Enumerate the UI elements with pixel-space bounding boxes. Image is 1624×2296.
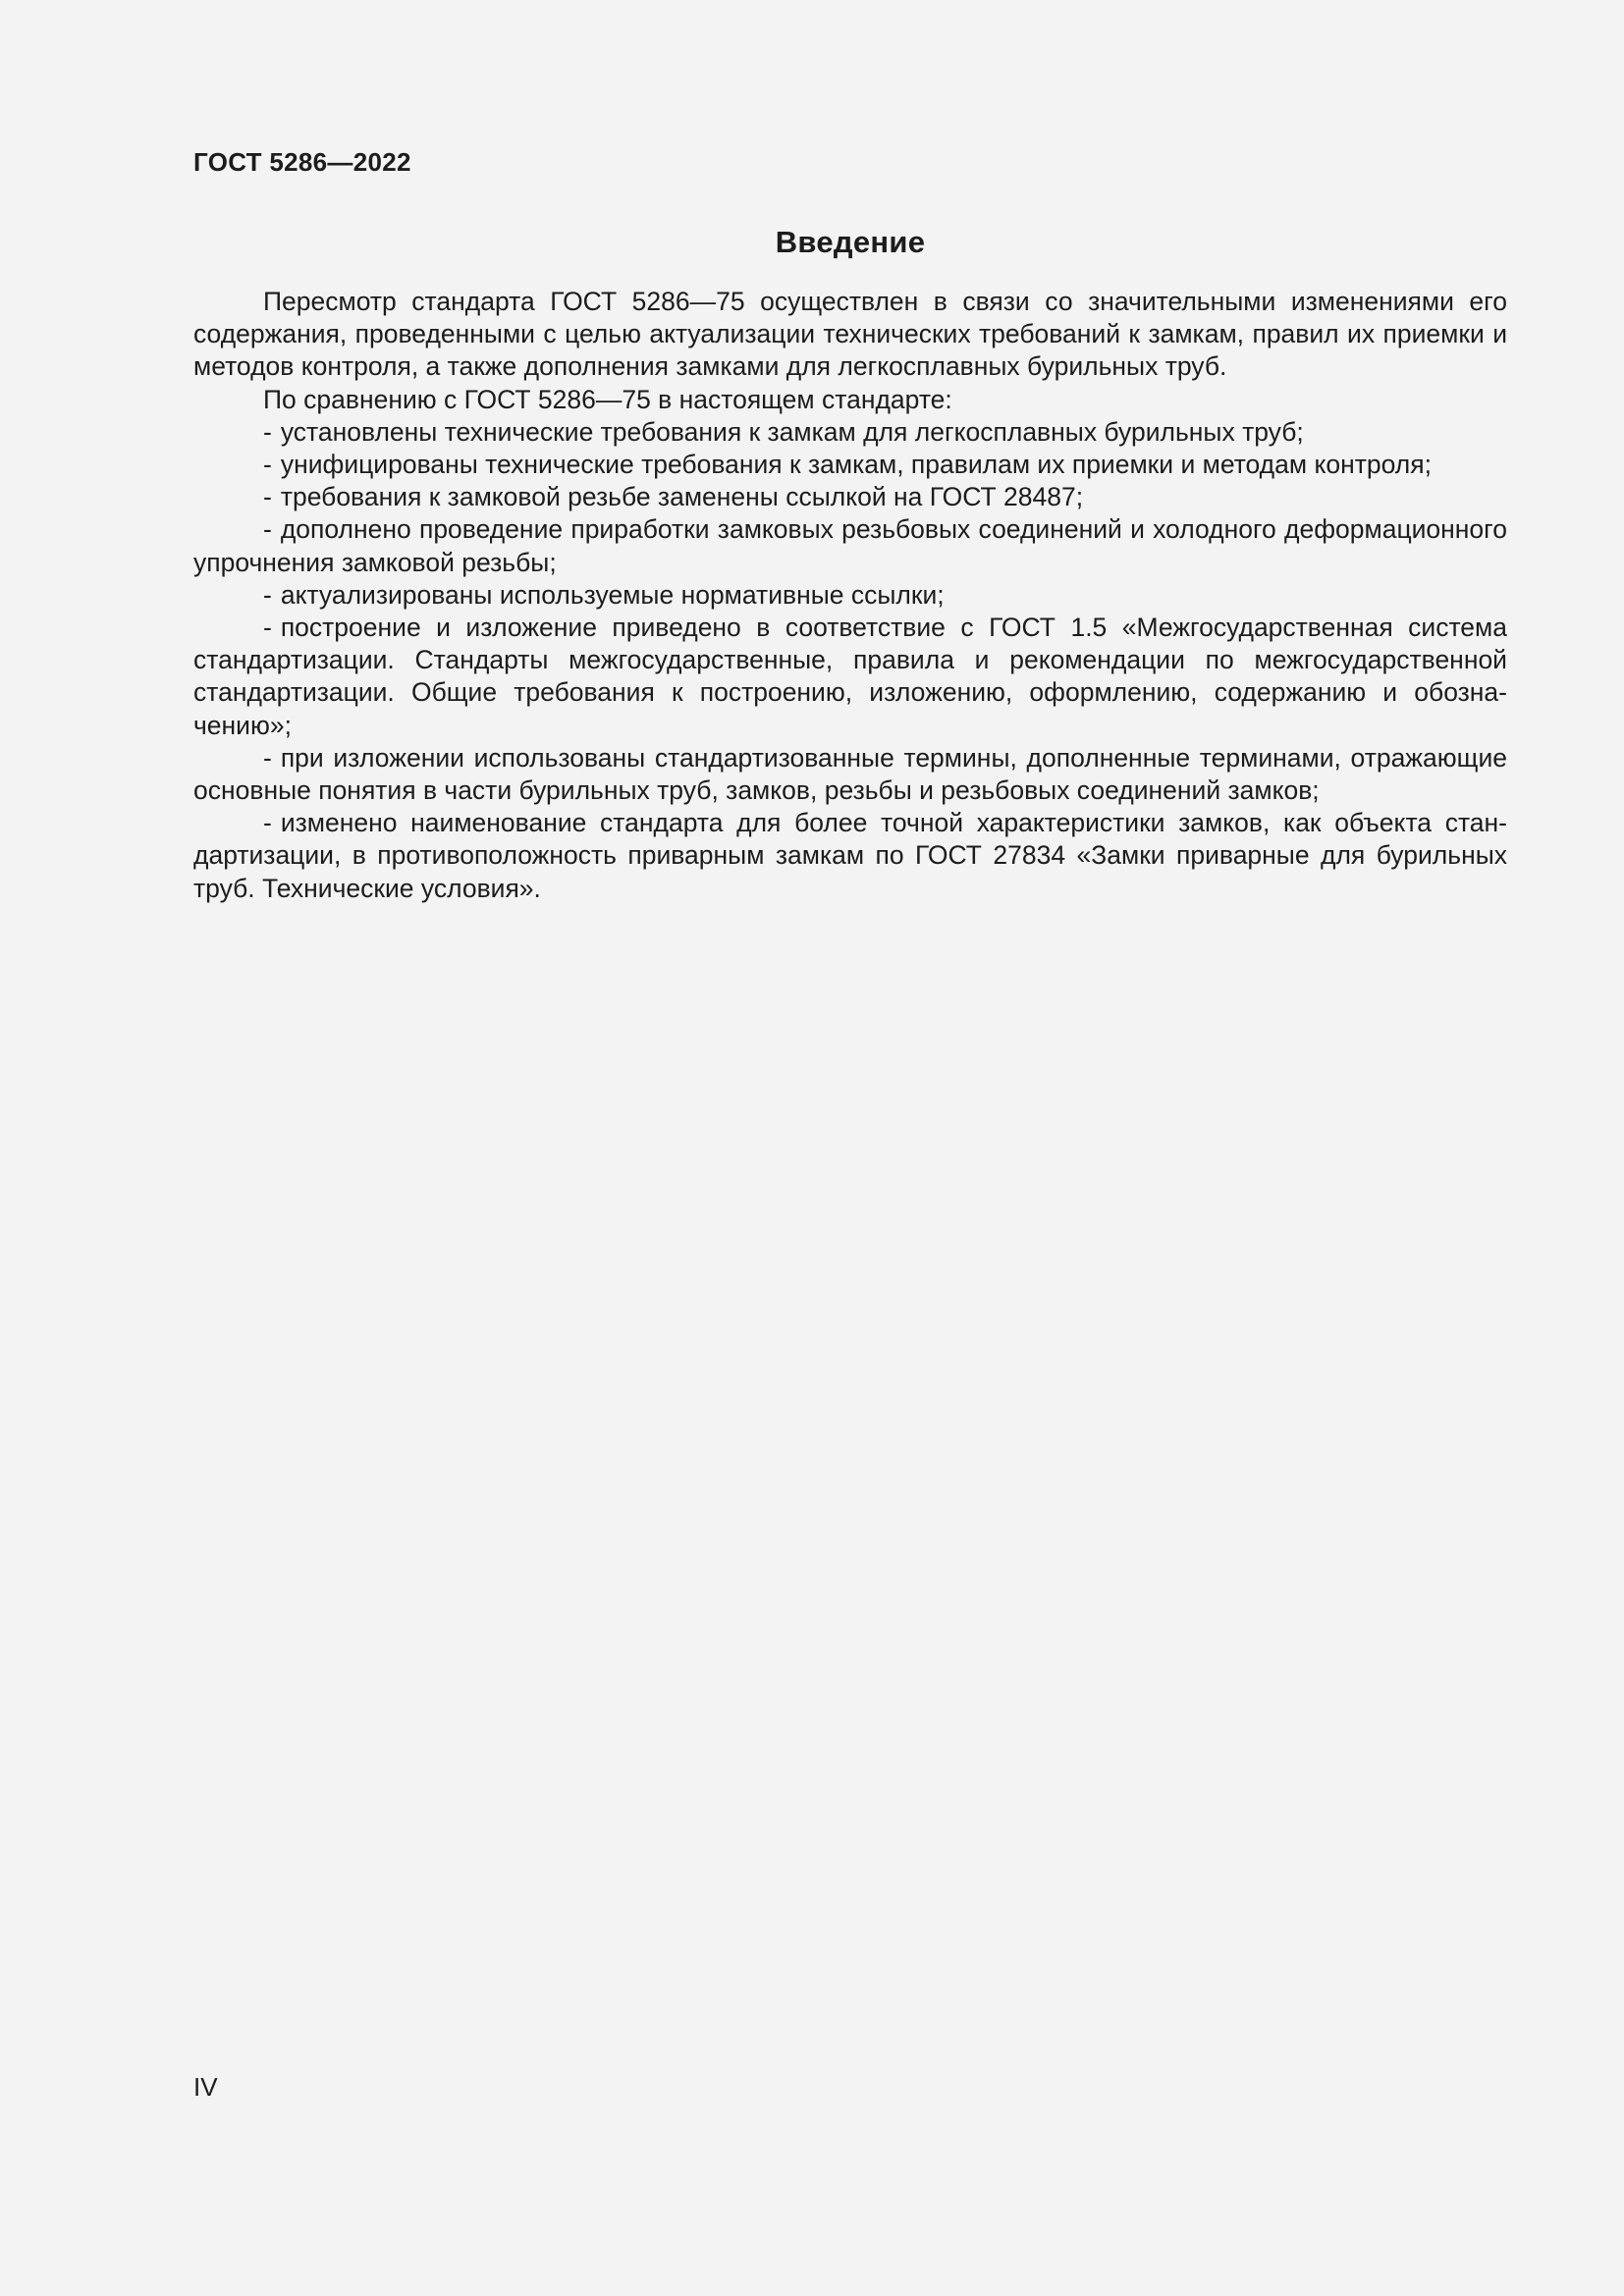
paragraph-revision: Пересмотр стандарта ГОСТ 5286—75 осуществлен в связи со значительными изменениями его содержания, проведенными с целью актуализации технических требований к замкам, правил их приемки и методов контроля, а также дополнения замками для легкосплавных бурильных труб.	[193, 287, 1507, 382]
introduction-body	[193, 286, 1507, 905]
section-title: Введение	[775, 225, 926, 259]
list-item-text: дополнено проведение приработки замковых резьбовых соединений и холодного деформационного упрочнения замковой резьбы;	[193, 514, 1507, 577]
list-item-text: построение и изложение приведено в соответствие с ГОСТ 1.5 «Межгосударственная система стандартизации. Стандарты межгосударственные, правила и рекомендации по межгосударственной стандартизации. Общие требования к построению, изложению, оформлению, содержанию и обозначению»;	[193, 613, 1507, 740]
page-number: IV	[193, 2072, 218, 2102]
list-dash: -	[263, 450, 272, 480]
list-item-text: при изложении использованы стандартизованные термины, дополненные терминами, отражающие основные понятия в части бурильных труб, замков, резьбы и резьбовых соединений замков;	[193, 742, 1507, 806]
list-item	[193, 416, 1507, 449]
list-item	[193, 449, 1507, 481]
list-dash: -	[263, 416, 272, 447]
list-item	[193, 481, 1507, 513]
list-dash: -	[263, 808, 272, 838]
list-item-text: требования к замковой резьбе заменены ссылкой на ГОСТ 28487;	[280, 482, 1084, 512]
list-item-text: актуализированы используемые нормативные ссылки;	[280, 579, 945, 610]
list-dash: -	[263, 579, 272, 610]
list-item-text: унифицированы технические требования к замкам, правилам их приемки и методам контроля;	[280, 450, 1432, 480]
list-item	[193, 612, 1507, 742]
list-dash: -	[263, 742, 272, 773]
document-code: ГОСТ 5286—2022	[193, 147, 411, 177]
list-dash: -	[263, 613, 272, 643]
list-item	[193, 579, 1507, 612]
list-item	[193, 742, 1507, 807]
list-dash: -	[263, 514, 272, 545]
list-dash: -	[263, 482, 272, 512]
list-item	[193, 513, 1507, 578]
paragraph-comparison: По сравнению с ГОСТ 5286—75 в настоящем стандарте:	[263, 384, 952, 414]
list-item-text: изменено наименование стандарта для более точной характеристики замков, как объекта стандартизации, в противоположность приварным замкам по ГОСТ 27834 «Замки приварные для бурильных труб. Технические условия».	[193, 808, 1507, 903]
list-item-text: установлены технические требования к замкам для легкосплавных бурильных труб;	[280, 416, 1304, 447]
list-item	[193, 807, 1507, 905]
